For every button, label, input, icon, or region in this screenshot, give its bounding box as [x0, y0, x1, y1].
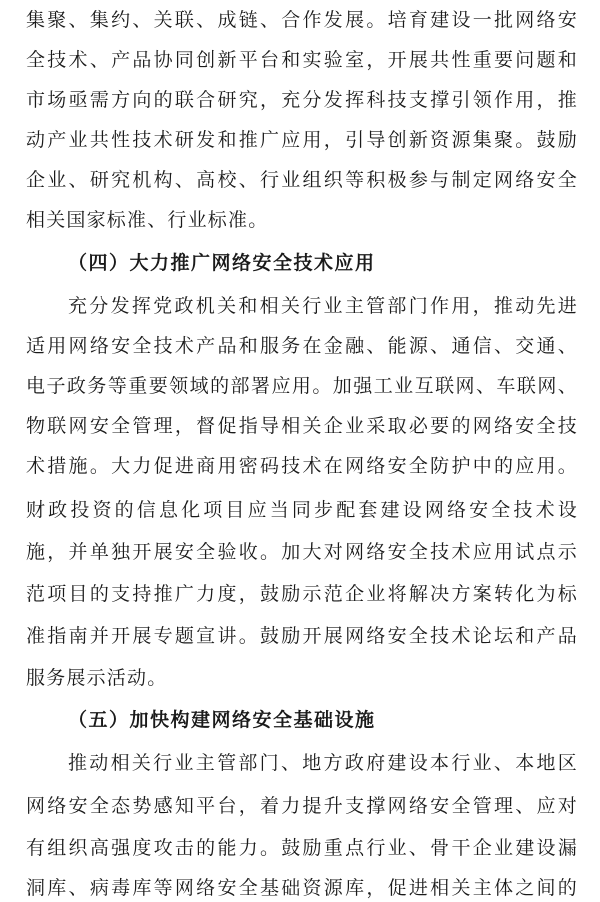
paragraph-line: 动产业共性技术研发和推广应用，引导创新资源集聚。鼓励: [26, 129, 578, 151]
section-heading: （五）加快构建网络安全基础设施: [68, 709, 376, 731]
paragraph-line: 服务展示活动。: [26, 667, 168, 689]
paragraph-line: 有组织高强度攻击的能力。鼓励重点行业、骨干企业建设漏: [26, 837, 578, 859]
paragraph-line: 施，并单独开展安全验收。加大对网络安全技术应用试点示: [26, 541, 578, 563]
paragraph-line: 充分发挥党政机关和相关行业主管部门作用，推动先进: [68, 295, 578, 317]
paragraph-line: 市场亟需方向的联合研究，充分发挥科技支撑引领作用，推: [26, 89, 578, 111]
paragraph-line: 术措施。大力促进商用密码技术在网络安全防护中的应用。: [26, 455, 578, 477]
paragraph-line: 物联网安全管理，督促指导相关企业采取必要的网络安全技: [26, 415, 578, 437]
paragraph-line: 准指南并开展专题宣讲。鼓励开展网络安全技术论坛和产品: [26, 625, 578, 647]
paragraph-line: 电子政务等重要领域的部署应用。加强工业互联网、车联网、: [26, 375, 578, 397]
paragraph-line: 全技术、产品协同创新平台和实验室，开展共性重要问题和: [26, 49, 578, 71]
paragraph-line: 适用网络安全技术产品和服务在金融、能源、通信、交通、: [26, 335, 578, 357]
paragraph-line: 推动相关行业主管部门、地方政府建设本行业、本地区: [68, 752, 578, 774]
paragraph-line: 企业、研究机构、高校、行业组织等积极参与制定网络安全: [26, 169, 578, 191]
paragraph-line: 网络安全态势感知平台，着力提升支撑网络安全管理、应对: [26, 795, 578, 817]
paragraph-line: 范项目的支持推广力度，鼓励示范企业将解决方案转化为标: [26, 583, 578, 605]
section-heading: （四）大力推广网络安全技术应用: [68, 252, 376, 274]
paragraph-line: 相关国家标准、行业标准。: [26, 209, 269, 231]
paragraph-line: 洞库、病毒库等网络安全基础资源库，促进相关主体之间的: [26, 877, 578, 899]
paragraph-line: 集聚、集约、关联、成链、合作发展。培育建设一批网络安: [26, 9, 578, 31]
paragraph-line: 财政投资的信息化项目应当同步配套建设网络安全技术设: [26, 499, 578, 521]
